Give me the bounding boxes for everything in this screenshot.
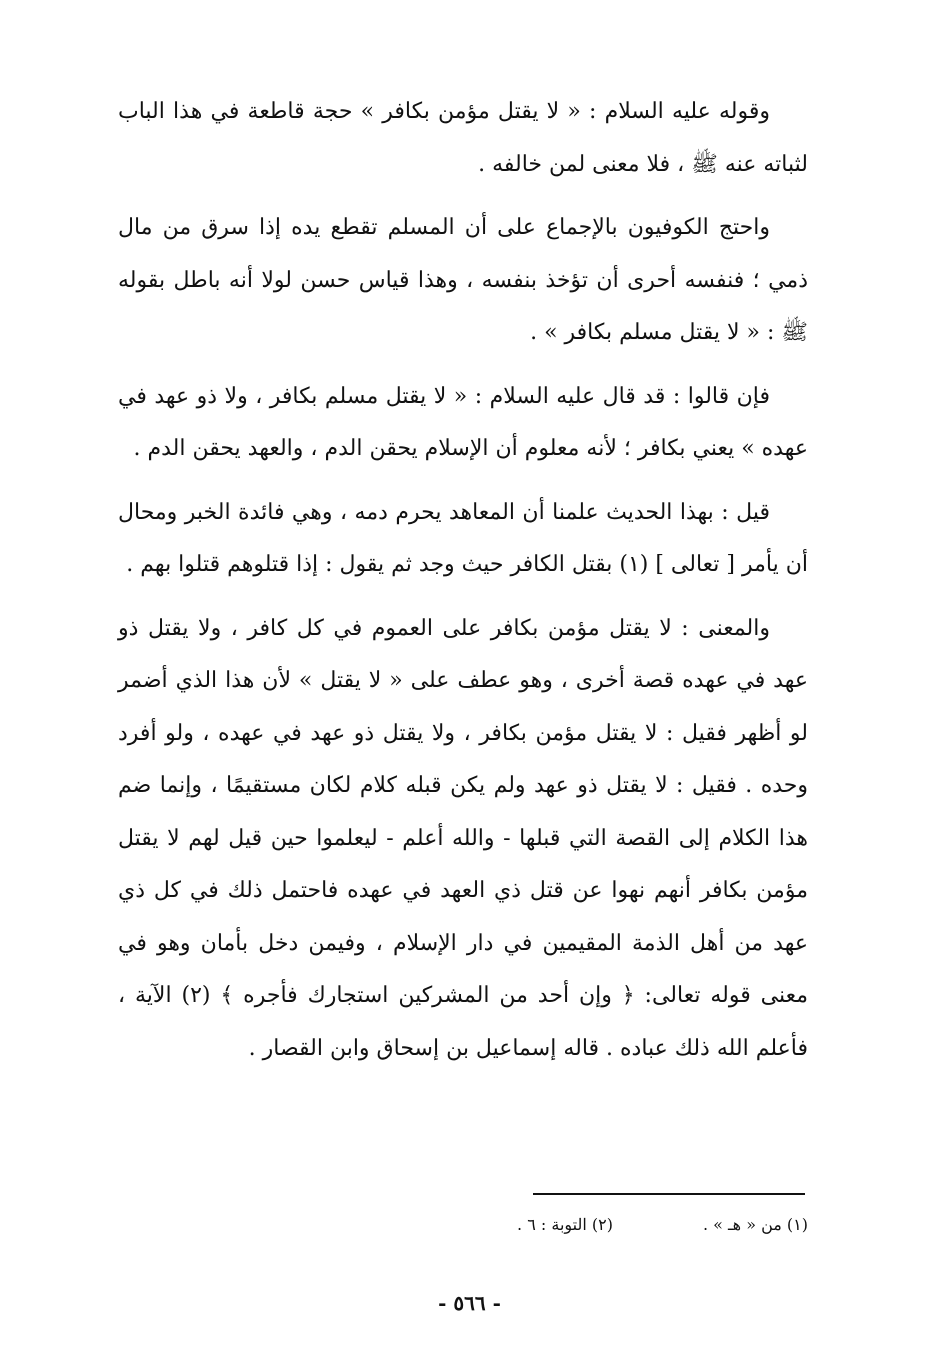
paragraph-3: فإن قالوا : قد قال عليه السلام : « لا يقتل مسلم بكافر ، ولا ذو عهد في عهده » يعني بكافر ؛ لأنه معلوم أن الإسلام يحقن الدم ، والعهد يحقن الدم . xyxy=(118,383,808,461)
paragraph-1: وقوله عليه السلام : « لا يقتل مؤمن بكافر » حجة قاطعة في هذا الباب لثباته عنه ﷺ ، فلا معنى لمن خالفه . xyxy=(118,99,808,177)
page-number: - ٥٦٦ - xyxy=(438,1291,501,1315)
footnote-2: (٢) التوبة : ٦ . xyxy=(517,1215,613,1234)
body-text xyxy=(118,86,808,1075)
paragraph-2: واحتج الكوفيون بالإجماع على أن المسلم تقطع يده إذا سرق من مال ذمي ؛ فنفسه أحرى أن تؤخذ بنفسه ، وهذا قياس حسن لولا أنه باطل بقوله ﷺ : « لا يقتل مسلم بكافر » . xyxy=(118,215,808,345)
paragraph-5: والمعنى : لا يقتل مؤمن بكافر على العموم في كل كافر ، ولا يقتل ذو عهد في عهده قصة أخرى ، وهو عطف على « لا يقتل » لأن هذا الذي أضمر لو أظهر فقيل : لا يقتل مؤمن بكافر ، ولا يقتل ذو عهد في عهده ، ولو أفرد وحده . فقيل : لا يقتل ذو عهد ولم يكن قبله كلام لكان مستقيمًا ، وإنما ضم هذا الكلام إلى القصة التي قبلها - والله أعلم - ليعلموا حين قيل لهم لا يقتل مؤمن بكافر أنهم نهوا عن قتل ذي العهد في عهده فاحتمل ذلك في كل ذي عهد من أهل الذمة المقيمين في دار الإسلام ، وفيمن دخل بأمان وهو في معنى قوله تعالى: ﴿ وإن أحد من المشركين استجارك فأجره ﴾ (٢) الآية ، فأعلم الله ذلك عباده . قاله إسماعيل بن إسحاق وابن القصار . xyxy=(118,615,809,1061)
footnote-divider xyxy=(533,1193,805,1195)
paragraph-4: قيل : بهذا الحديث علمنا أن المعاهد يحرم دمه ، وهي فائدة الخبر ومحال أن يأمر [ تعالى ] (١) بقتل الكافر حيث وجد ثم يقول : إذا قتلوهم قتلوا بهم . xyxy=(118,499,808,577)
footnote-1: (١) من « هـ » . xyxy=(702,1215,808,1234)
